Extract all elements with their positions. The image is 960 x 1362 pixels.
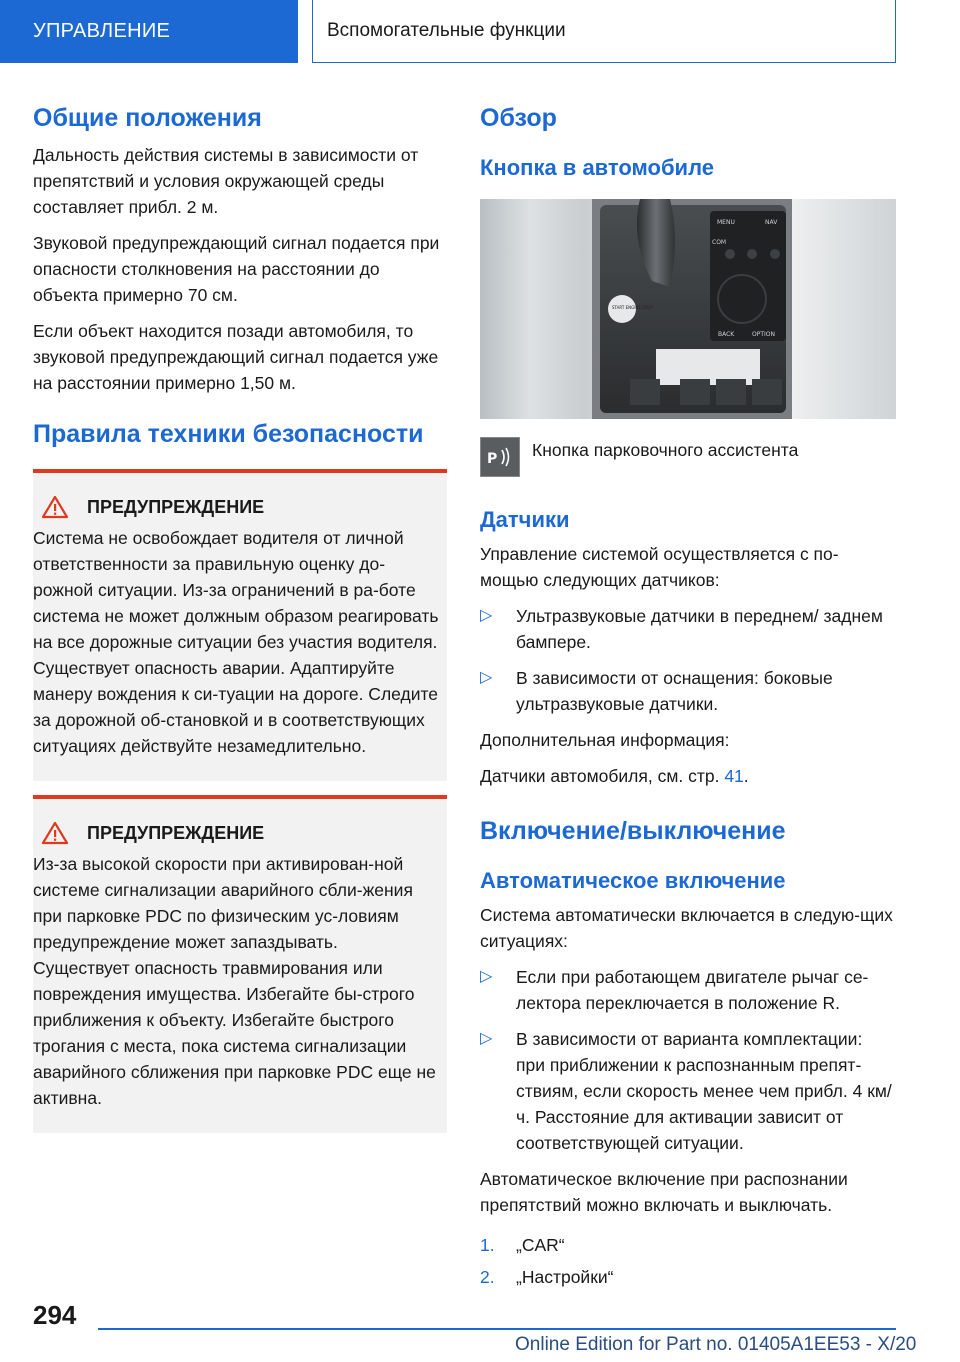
- sensors-intro: Управление системой осуществляется с по-мощью следующих датчиков:: [480, 544, 839, 590]
- warning-text-1: Система не освобождает водителя от личной ответственности за правильную оценку до-рожной ситуации. Из-за ограничений в ра-боте система не может должным образом реагировать на все дорожные ситуации без участия водителя. Существует опасность аварии. Адаптируйте манеру вождения к си-туации на дороге. Следите за дорожной об-становкой и в соответствующих ситуациях действуйте незамедлительно.: [33, 528, 439, 756]
- step-item: [480, 1264, 896, 1290]
- paragraph-range: Дальность действия системы в зависимости от препятствий и условия окружающей среды составляет прибл. 2 м.: [33, 145, 419, 217]
- triangle-bullet-icon: ▷: [480, 669, 493, 686]
- footer-divider: [98, 1328, 896, 1330]
- auto-item-text: В зависимости от варианта комплектации: при приближении к распознанным препят-ствиям, если скорость менее чем прибл. 4 км/ч. Расстояние для активации зависит от соответствующей ситуации.: [516, 1029, 892, 1153]
- warning-label-1: ПРЕДУПРЕЖДЕНИЕ: [87, 496, 265, 517]
- more-info-label: Дополнительная информация:: [480, 730, 730, 750]
- park-assist-button-icon: [480, 437, 520, 477]
- heading-onoff: Включение/выключение: [480, 817, 786, 845]
- page-link[interactable]: 41: [724, 766, 744, 786]
- chapter-tab: УПРАВЛЕНИЕ: [0, 0, 298, 63]
- photo-label-menu: MENU: [717, 219, 735, 226]
- page-reference: [480, 763, 896, 789]
- auto-intro: Система автоматически включается в следую-щих ситуациях:: [480, 905, 893, 951]
- warning-triangle-icon: [41, 495, 69, 519]
- center-console-illustration: [480, 199, 896, 419]
- step-text: „Настройки“: [516, 1267, 614, 1287]
- heading-button: Кнопка в автомобиле: [480, 155, 714, 180]
- heading-sensors: Датчики: [480, 507, 570, 532]
- triangle-bullet-icon: ▷: [480, 1030, 493, 1047]
- button-caption: Кнопка парковочного ассистента: [532, 440, 799, 460]
- center-console-photo: [480, 199, 896, 419]
- svg-text:P: P: [487, 451, 498, 467]
- button-caption-row: [480, 437, 896, 477]
- heading-auto: Автоматическое включение: [480, 868, 786, 893]
- warning-title-2: [33, 821, 439, 845]
- step-number: 2.: [480, 1267, 495, 1287]
- auto-outro: Автоматическое включение при распознании препятствий можно включать и выключать.: [480, 1169, 848, 1215]
- reference-text: Датчики автомобиля, см. стр.: [480, 766, 720, 786]
- auto-item: [480, 1026, 896, 1156]
- heading-general: Общие положения: [33, 104, 262, 132]
- sensor-item: [480, 665, 896, 717]
- photo-label-option: OPTION: [752, 331, 775, 338]
- sensor-item: [480, 603, 896, 655]
- left-column: [33, 100, 447, 1133]
- paragraph-rear: Если объект находится позади автомобиля, то звуковой предупреждающий сигнал подается уже на расстоянии примерно 1,50 м.: [33, 321, 439, 393]
- triangle-bullet-icon: ▷: [480, 607, 493, 624]
- section-title: Вспомогательные функции: [312, 0, 896, 63]
- page-number: 294: [33, 1300, 77, 1330]
- triangle-bullet-icon: ▷: [480, 968, 493, 985]
- step-item: [480, 1232, 896, 1258]
- warning-text-2: Из-за высокой скорости при активирован-ной системе сигнализации аварийного сбли-жения при парковке PDC по физическим ус-ловиям предупреждение может запаздывать. Существует опасность травмирования или повреждения имущества. Избегайте бы-строго приближения к объекту. Избегайте быстрого трогания с места, пока система сигнализации аварийного сближения при парковке PDC еще не активна.: [33, 854, 436, 1108]
- paragraph-signal: Звуковой предупреждающий сигнал подается при опасности столкновения на расстоянии до объекта примерно 70 см.: [33, 233, 440, 305]
- heading-safety: Правила техники безопасности: [33, 420, 424, 448]
- warning-box-2: [33, 795, 447, 1133]
- photo-label-nav: NAV: [765, 219, 778, 226]
- warning-title-1: [33, 495, 439, 519]
- warning-box-1: [33, 469, 447, 781]
- sensor-item-text: В зависимости от оснащения: боковые ультразвуковые датчики.: [516, 668, 833, 714]
- photo-label-back: BACK: [718, 331, 735, 338]
- auto-item: [480, 964, 896, 1016]
- auto-item-text: Если при работающем двигателе рычаг се-лектора переключается в положение R.: [516, 967, 869, 1013]
- sensor-item-text: Ультразвуковые датчики в переднем/ заднем бампере.: [516, 606, 883, 652]
- right-column: [480, 100, 896, 1290]
- step-text: „CAR“: [516, 1235, 565, 1255]
- step-number: 1.: [480, 1235, 495, 1255]
- footer-edition: Online Edition for Part no. 01405A1EE53 - X/20: [515, 1334, 917, 1355]
- photo-label-com: COM: [712, 239, 727, 246]
- heading-overview: Обзор: [480, 104, 557, 132]
- photo-label-start: START ENGINE STOP: [612, 305, 653, 310]
- warning-triangle-icon: [41, 821, 69, 845]
- reference-end: .: [743, 766, 749, 786]
- warning-label-2: ПРЕДУПРЕЖДЕНИЕ: [87, 822, 265, 843]
